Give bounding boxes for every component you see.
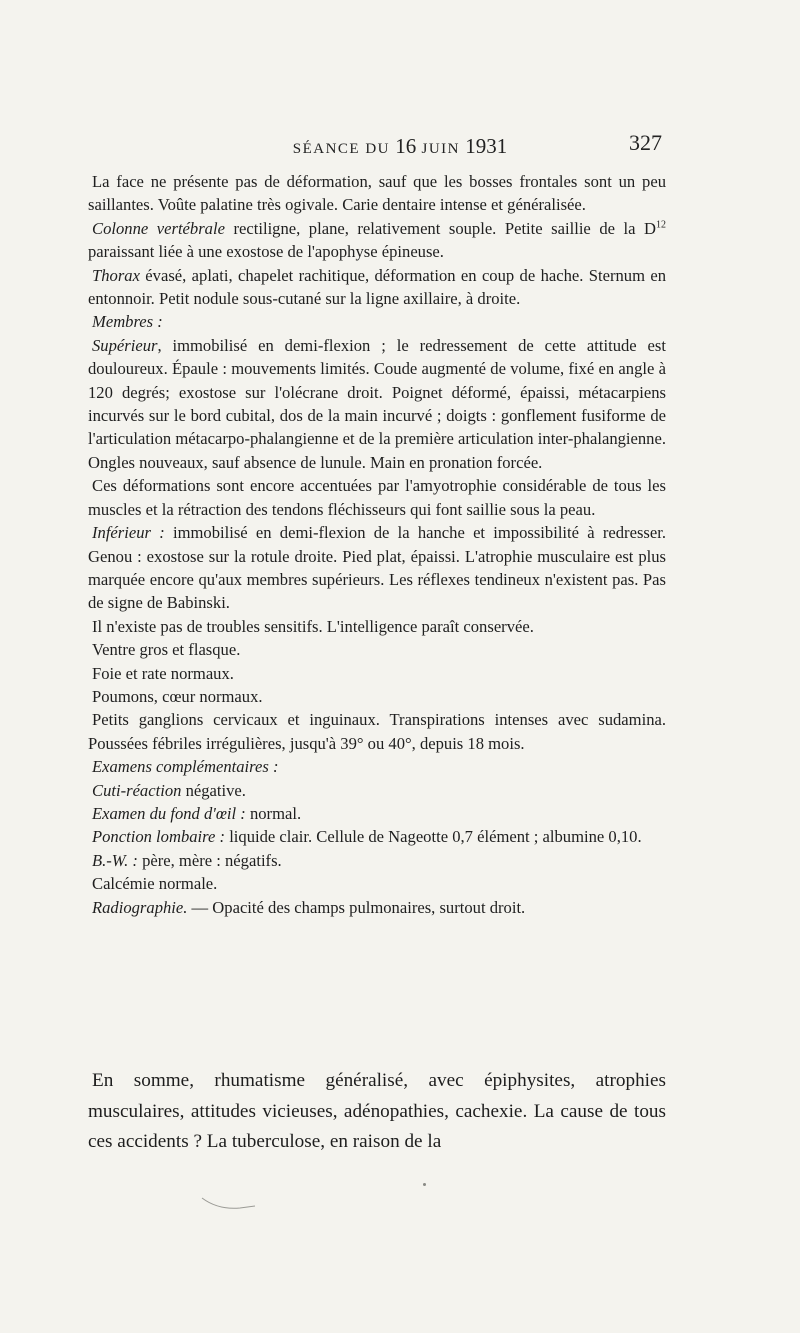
upper-limb-text: , immobilisé en demi-flexion ; le redressement de cette attitude est douloureux. Épaule : mouvements limités. Coude augmenté de volume, fixé en angle à 120 degrés; exostose sur l'olécrane droit. Poignet déformé, épaissi, métacarpiens incurvés sur le bord cubital, dos de la main incurvé ; doigts : gonflement fusiforme de l'articulation métacarpo-phalangienne et de la première articulation inter-phalangienne. Ongles nouveaux, sauf absence de lunule. Main en pronation forcée.: [88, 335, 666, 472]
spine-text: rectiligne, plane, relativement souple. Petite saillie de la D: [224, 218, 656, 238]
radiography-label: Radiographie.: [92, 897, 188, 917]
lumbar-label: Ponction lombaire :: [92, 827, 226, 847]
running-head-month: JUIN: [416, 141, 466, 157]
fundus-text: normal.: [245, 803, 302, 823]
thorax-label: Thorax: [92, 265, 140, 285]
paragraph-cuti: [88, 779, 666, 802]
paragraph-face: La face ne présente pas de déformation, sauf que les bosses frontales sont un peu saillantes. Voûte palatine très ogivale. Carie dentaire intense et généralisée.: [88, 172, 666, 215]
paragraph-deformations: Ces déformations sont encore accentuées par l'amyotrophie considérable de tous les muscles et la rétraction des tendons fléchisseurs qui font saillie sous la peau.: [88, 476, 666, 519]
running-head-day: 16: [395, 134, 417, 158]
conclusion: [88, 1066, 666, 1158]
lumbar-text: liquide clair. Cellule de Nageotte 0,7 élément ; albumine 0,10.: [225, 827, 642, 847]
paragraph-lower-limb: [88, 521, 666, 615]
radiography-text: — Opacité des champs pulmonaires, surtout droit.: [187, 897, 526, 917]
paragraph-limbs-heading: [88, 310, 666, 333]
exams-label: Examens complémentaires :: [92, 757, 279, 777]
paragraph-calcemia: Calcémie normale.: [92, 874, 218, 894]
lower-limb-text: immobilisé en demi-flexion de la hanche et impossibilité à redresser. Genou : exostose sur la rotule droite. Pied plat, épaissi. L'atrophie musculaire est plus marquée encore qu'aux membres supérieurs. Les réflexes tendineux n'existent pas. Pas de signe de Babinski.: [88, 523, 666, 613]
upper-limb-label: Supérieur: [92, 335, 158, 355]
clinical-description: [88, 170, 666, 919]
paragraph-ganglia: Petits ganglions cervicaux et inguinaux. Transpirations intenses avec sudamina. Poussées fébriles irrégulières, jusqu'à 39° ou 40°, depuis 18 mois.: [88, 710, 666, 753]
paragraph-exams-heading: [88, 755, 666, 778]
fundus-label: Examen du fond d'œil :: [92, 803, 246, 823]
running-head-year: 1931: [465, 134, 508, 158]
paragraph-lungs: Poumons, cœur normaux.: [92, 686, 263, 706]
bw-text: père, mère : négatifs.: [137, 850, 282, 870]
spine-text-end: paraissant liée à une exostose de l'apophyse épineuse.: [88, 242, 444, 262]
paragraph-thorax: [88, 264, 666, 311]
cuti-text: négative.: [181, 780, 246, 800]
paragraph-bw: [88, 849, 666, 872]
paragraph-radiography: [88, 896, 666, 919]
limbs-label: Membres :: [92, 312, 163, 332]
bw-label: B.-W. :: [92, 850, 138, 870]
ink-speck: [423, 1183, 426, 1186]
running-head: [0, 134, 800, 159]
paragraph-abdomen: Ventre gros et flasque.: [92, 640, 241, 660]
paragraph-fundus: [88, 802, 666, 825]
paragraph-upper-limb: [88, 334, 666, 474]
vertebra-superscript: 12: [656, 219, 666, 231]
page-header: [0, 128, 800, 162]
paragraph-spine: [88, 217, 666, 264]
lower-limb-label: Inférieur :: [92, 523, 165, 543]
paragraph-liver: Foie et rate normaux.: [92, 663, 234, 683]
spine-label: Colonne vertébrale: [92, 218, 225, 238]
thorax-text: évasé, aplati, chapelet rachitique, déformation en coup de hache. Sternum en entonnoir. Petit nodule sous-cutané sur la ligne axillaire, à droite.: [88, 265, 666, 309]
cuti-label: Cuti-réaction: [92, 780, 182, 800]
paragraph-sensory: Il n'existe pas de troubles sensitifs. L'intelligence paraît conservée.: [92, 616, 534, 636]
page-number: 327: [629, 130, 662, 155]
paragraph-lumbar: [88, 825, 666, 848]
conclusion-paragraph: En somme, rhumatisme généralisé, avec épiphysites, atrophies musculaires, attitudes vicieuses, adénopathies, cachexie. La cause de tous ces accidents ? La tuberculose, en raison de la: [88, 1070, 666, 1152]
running-head-prefix: SÉANCE DU: [292, 141, 396, 157]
ink-stroke-mark: [200, 1190, 260, 1214]
